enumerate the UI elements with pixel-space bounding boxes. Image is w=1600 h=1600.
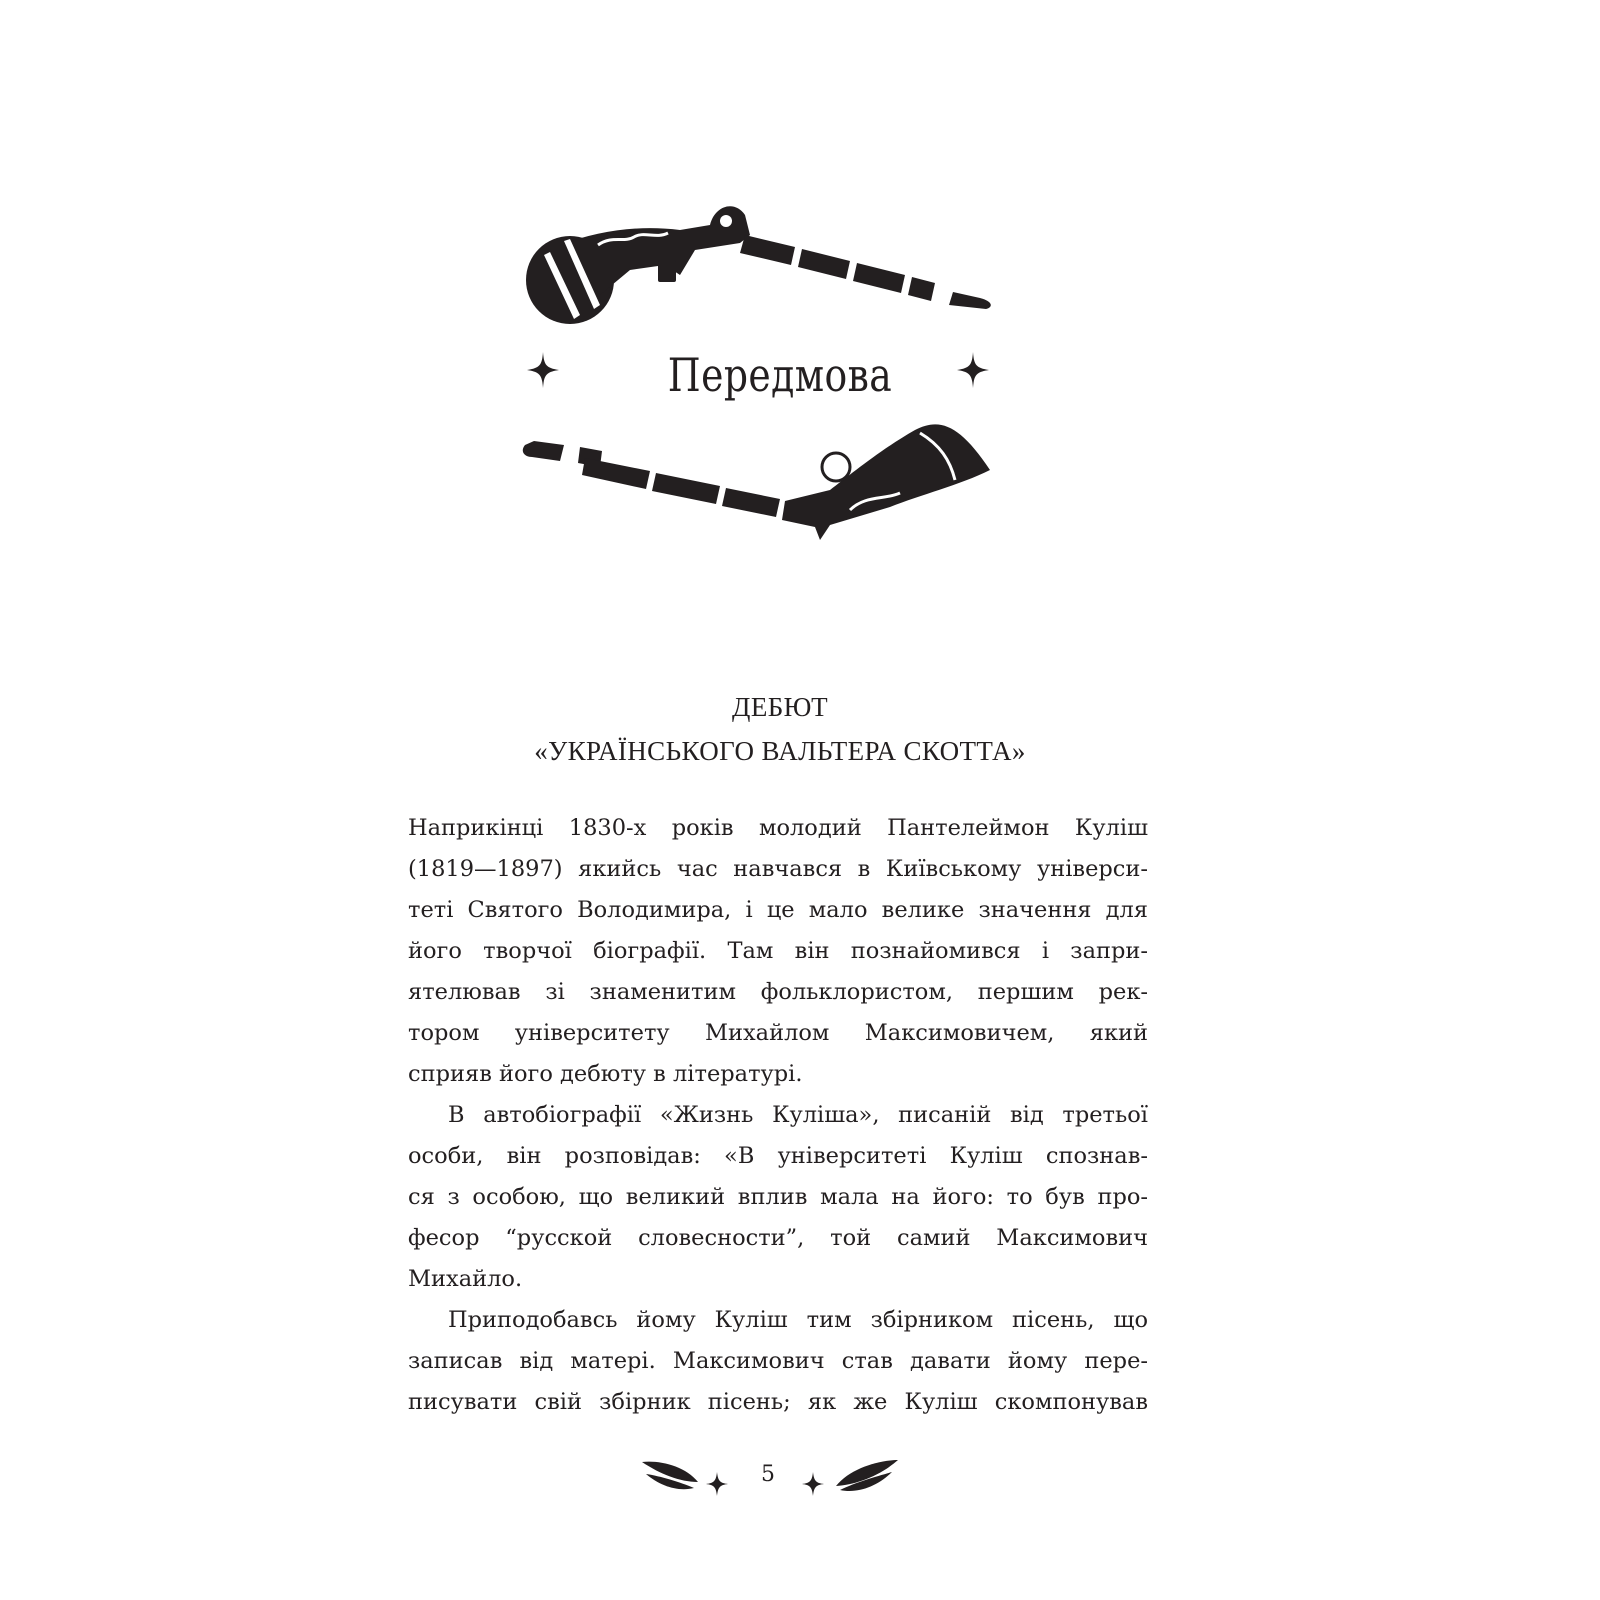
section-title [420,685,1140,773]
text-line: особи, він розповідав: «В університеті Куліш спознав- [408,1143,1148,1169]
paragraph-3 [408,1300,1148,1423]
paragraph-1 [408,808,1148,1095]
section-title-line-2: «УКРАЇНСЬКОГО ВАЛЬТЕРА СКОТТА» [534,736,1026,766]
star-footer-left-icon [706,1472,728,1496]
paragraph-2 [408,1095,1148,1300]
text-line: Михайло. [408,1266,523,1292]
text-line: ятелював зі знаменитим фольклористом, першим рек- [408,979,1148,1005]
text-line: тором університету Михайлом Максимовичем, який [408,1020,1148,1046]
text-line: В автобіографії «Жизнь Куліша», писаній від третьої [448,1102,1148,1128]
text-line: писувати свій збірник пісень; як же Куліш скомпонував [408,1389,1148,1415]
star-left-icon [527,352,559,388]
text-line: теті Святого Володимира, і це мало велике значення для [408,897,1148,923]
star-footer-right-icon [802,1472,824,1496]
text-line: фесор “русской словесности”, той самий Максимович [408,1225,1148,1251]
text-line: записав від матері. Максимович став давати йому пере- [408,1348,1148,1374]
section-title-line-1: ДЕБЮТ [732,692,828,722]
body-text [408,808,1148,1423]
text-line: Наприкінці 1830-х років молодий Пантелеймон Куліш [408,815,1148,841]
star-right-icon [957,352,989,388]
page-number: 5 [761,1462,775,1487]
text-line: ся з особою, що великий вплив мала на його: то був про- [408,1184,1148,1210]
leaf-left-icon [642,1462,698,1490]
text-line: Приподобавсь йому Куліш тим збірником пісень, що [448,1307,1148,1333]
leaf-right-icon [836,1460,898,1491]
chapter-title: Передмова [667,348,893,402]
text-line: (1819—1897) якийсь час навчався в Київському універси- [408,856,1148,882]
text-line: його творчої біографії. Там він познайомився і запри- [408,938,1148,964]
text-line: сприяв його дебюту в літературі. [408,1061,803,1087]
